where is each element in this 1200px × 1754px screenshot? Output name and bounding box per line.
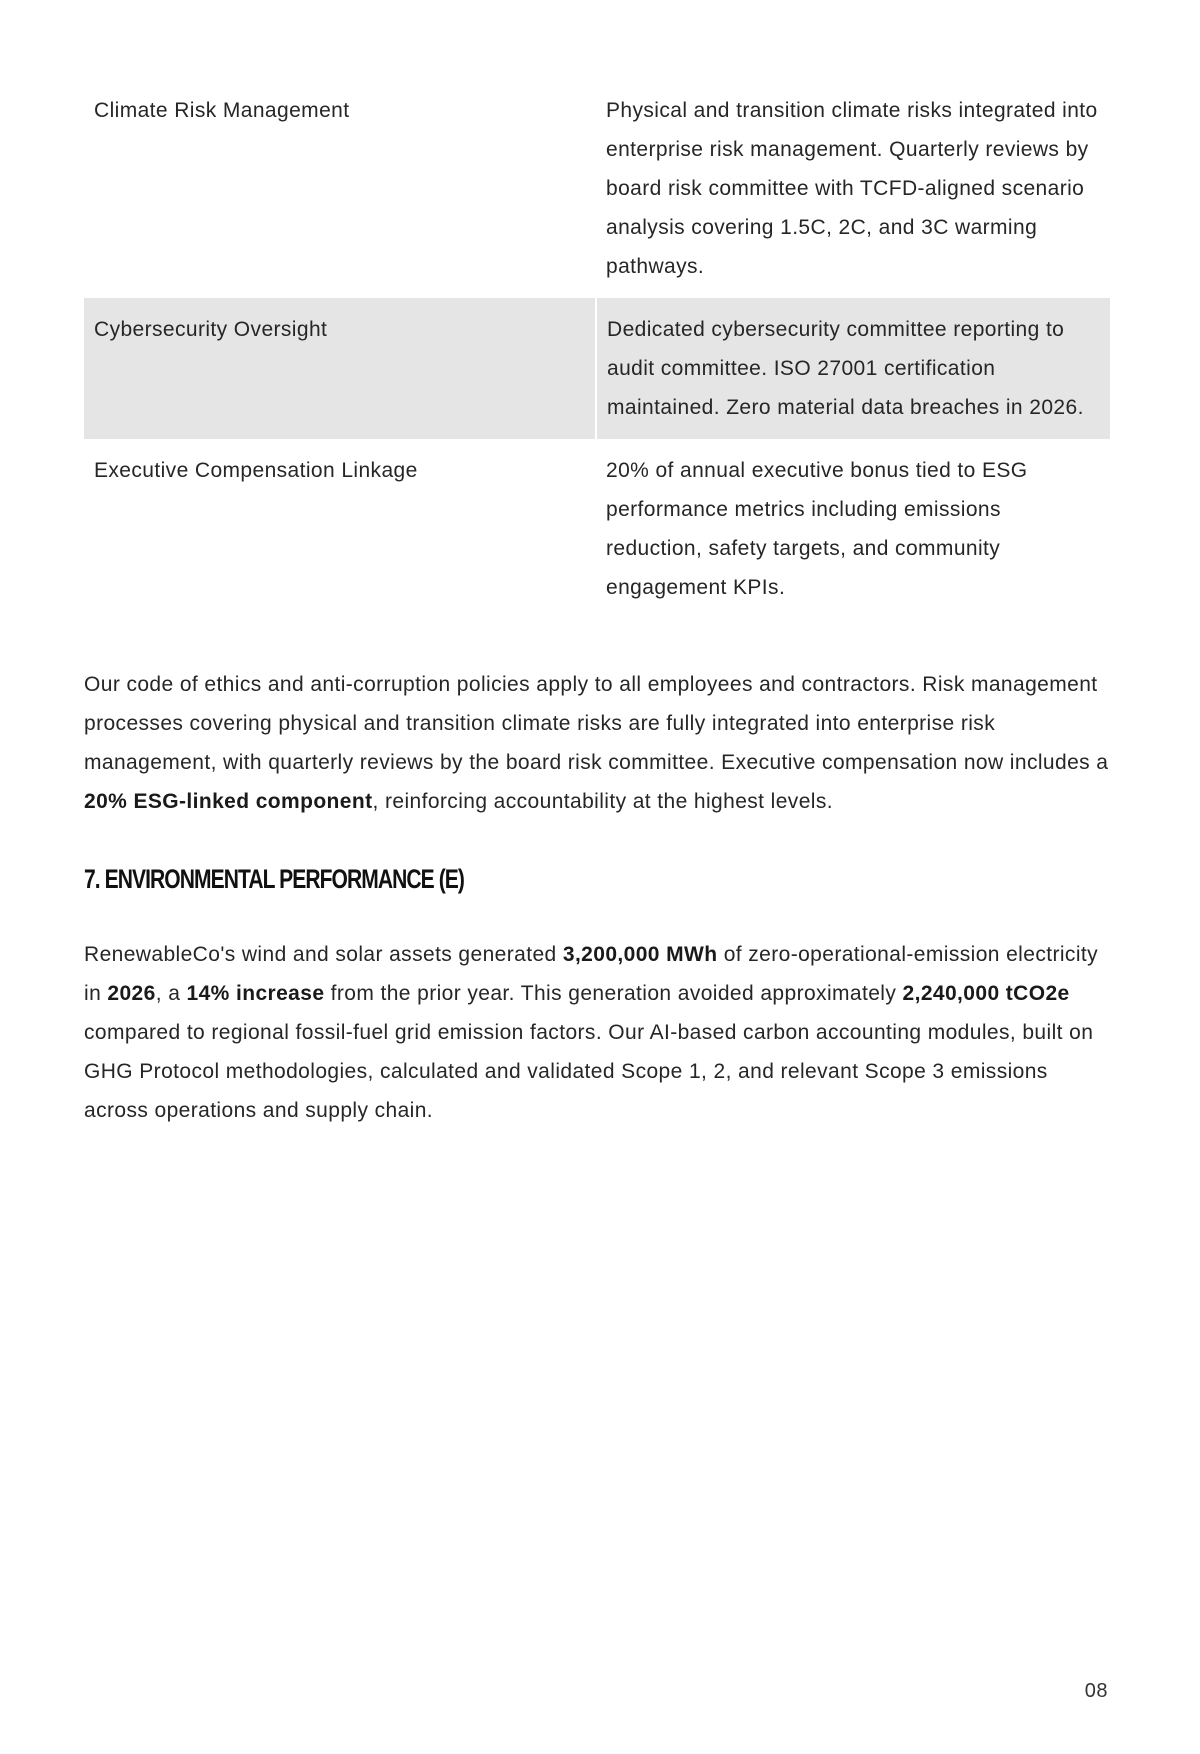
environment-paragraph <box>84 935 1110 1130</box>
paragraph-text: , a <box>155 982 187 1005</box>
paragraph-bold-text: 3,200,000 MWh <box>562 943 718 966</box>
table-cell-description: 20% of annual executive bonus tied to ESG performance metrics including emissions reduction, safety targets, and community engagement KPIs. <box>606 459 1028 599</box>
table-cell-description: Dedicated cybersecurity committee reporting to audit committee. ISO 27001 certification maintained. Zero material data breaches in 2026. <box>596 298 1110 439</box>
paragraph-bold-text: 2026 <box>107 982 156 1005</box>
governance-table <box>84 84 1110 619</box>
paragraph-bold-text: 2,240,000 tCO2e <box>902 982 1070 1005</box>
paragraph-text: from the prior year. This generation avoided approximately <box>324 982 903 1005</box>
table-row <box>84 298 1110 439</box>
paragraph-bold-text: 20% ESG-linked component <box>84 790 373 813</box>
table-row <box>84 439 1110 619</box>
governance-paragraph <box>84 665 1110 821</box>
paragraph-text: , reinforcing accountability at the highest levels. <box>372 790 833 813</box>
table-cell-label: Cybersecurity Oversight <box>84 298 596 439</box>
paragraph-text: RenewableCo's wind and solar assets generated <box>84 943 563 966</box>
paragraph-bold-text: 14% increase <box>186 982 325 1005</box>
paragraph-text: Our code of ethics and anti-corruption policies apply to all employees and contractors. Risk management processes covering physical and transition climate risks are fully integrated into enterprise risk management, with quarterly reviews by the board risk committee. Executive compensation now includes a <box>84 673 1109 774</box>
table-row <box>84 84 1110 298</box>
document-page <box>84 84 1110 1130</box>
table-cell-label: Executive Compensation Linkage <box>94 459 418 482</box>
section-heading: 7. ENVIRONMENTAL PERFORMANCE (E) <box>84 864 464 894</box>
paragraph-text: of zero-operational-emission electricity in <box>84 943 1099 1005</box>
paragraph-text: compared to regional fossil-fuel grid emission factors. Our AI-based carbon accounting modules, built on GHG Protocol methodologies, calculated and validated Scope 1, 2, and relevant Scope 3 emissions across operations and supply chain. <box>84 1021 1094 1122</box>
page-number: 08 <box>1084 1680 1108 1702</box>
table-cell-description: Physical and transition climate risks integrated into enterprise risk management. Quarterly reviews by board risk committee with TCFD-aligned scenario analysis covering 1.5C, 2C, and 3C warming pathways. <box>606 99 1098 278</box>
table-cell-label: Climate Risk Management <box>94 99 350 122</box>
